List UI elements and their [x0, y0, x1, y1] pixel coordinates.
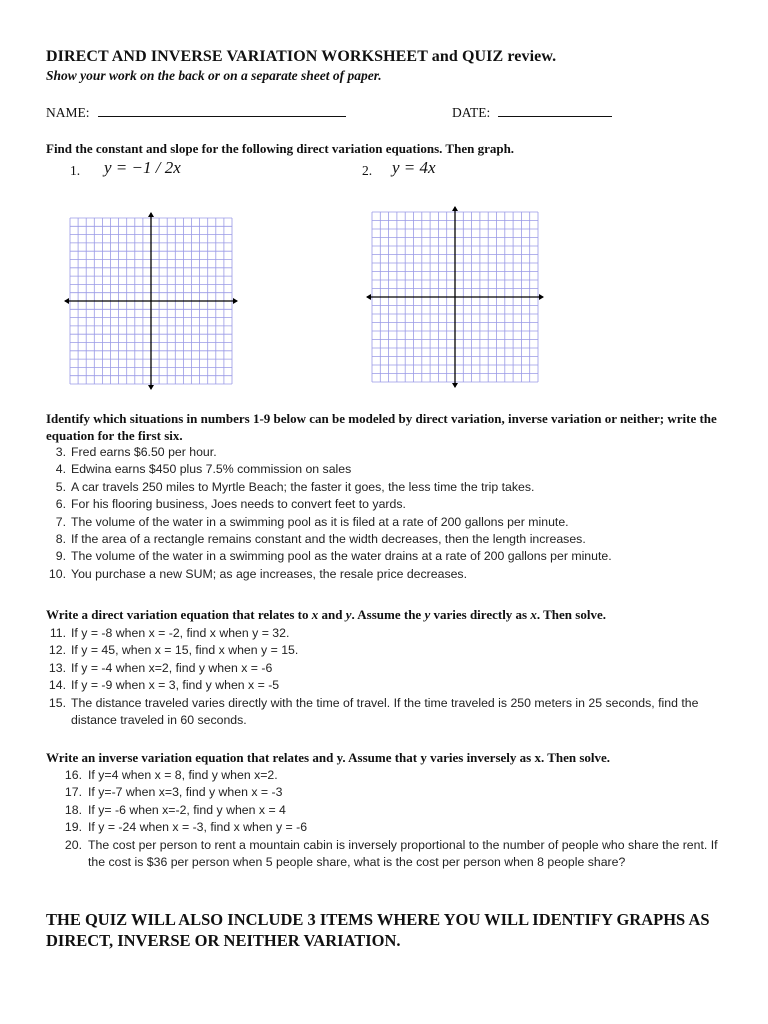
item-text: For his flooring business, Joes needs to convert feet to yards. — [71, 497, 406, 512]
problem-1-equation: y = −1 / 2x — [104, 158, 181, 177]
name-label: NAME: — [46, 105, 90, 120]
inverse-variation-list — [42, 767, 732, 871]
direct-problem-item — [42, 695, 732, 730]
y-axis-arrow-up — [148, 212, 154, 217]
item-number: 7. — [55, 514, 66, 529]
inverse-problem-item — [42, 767, 732, 784]
y-axis-arrow-down — [148, 385, 154, 390]
date-blank[interactable] — [498, 104, 612, 117]
item-number: 15. — [48, 695, 66, 710]
item-text: If y = -24 when x = -3, find x when y = -6 — [88, 820, 308, 835]
item-text: Fred earns $6.50 per hour. — [71, 445, 217, 459]
situation-item — [42, 496, 732, 513]
coordinate-grid-2[interactable] — [366, 206, 544, 388]
item-number: 19. — [64, 820, 82, 835]
item-text: A car travels 250 miles to Myrtle Beach; the faster it goes, the less time the trip takes. — [71, 479, 535, 494]
situation-item — [42, 461, 732, 478]
situation-item — [42, 444, 732, 461]
date-field[interactable] — [452, 104, 612, 122]
inverse-problem-item — [42, 802, 732, 819]
item-text: If y = -9 when x = 3, find y when x = -5 — [71, 678, 280, 693]
situation-item — [42, 566, 732, 583]
item-text: If y=-7 when x=3, find y when x = -3 — [88, 785, 283, 800]
item-text: You purchase a new SUM; as age increases, the resale price decreases. — [71, 566, 467, 581]
section3-instruction: Write a direct variation equation that relates to x and y. Assume the y varies directly as x. Then solve. — [46, 607, 606, 622]
x-axis-arrow-left — [64, 298, 69, 304]
direct-problem-item — [42, 677, 732, 694]
item-number: 5. — [55, 479, 66, 494]
name-blank[interactable] — [98, 104, 346, 117]
item-number: 9. — [55, 549, 66, 564]
inverse-problem-item — [42, 837, 732, 872]
date-label: DATE: — [452, 105, 491, 120]
item-text: If y= -6 when x=-2, find y when x = 4 — [88, 802, 286, 817]
worksheet-title: DIRECT AND INVERSE VARIATION WORKSHEET and QUIZ review. — [46, 48, 557, 65]
situation-item — [42, 479, 732, 496]
section1-instruction: Find the constant and slope for the following direct variation equations. Then graph. — [46, 141, 515, 156]
direct-variation-list — [42, 625, 732, 729]
item-text: The distance traveled varies directly with the time of travel. If the time traveled is 250 meters in 25 seconds, find the distance traveled in 60 seconds. — [71, 695, 699, 728]
problem-2-equation: y = 4x — [392, 158, 436, 177]
direct-problem-item — [42, 660, 732, 677]
item-text: If y = 45, when x = 15, find x when y = 15. — [71, 643, 299, 658]
x-axis-arrow-right — [539, 294, 544, 300]
worksheet-subtitle: Show your work on the back or on a separate sheet of paper. — [46, 68, 382, 83]
item-text: If y = -8 when x = -2, find x when y = 32. — [71, 626, 290, 640]
x-axis-arrow-left — [366, 294, 371, 300]
item-number: 4. — [55, 462, 66, 477]
item-text: If y = -4 when x=2, find y when x = -6 — [71, 660, 273, 675]
x-axis-arrow-right — [233, 298, 238, 304]
item-number: 13. — [48, 660, 66, 675]
situation-item — [42, 548, 732, 565]
item-number: 17. — [64, 785, 82, 800]
item-number: 10. — [48, 566, 66, 581]
direct-problem-item — [42, 642, 732, 659]
section4-instruction: Write an inverse variation equation that relates and y. Assume that y varies inversely as x. Then solve. — [46, 750, 611, 765]
quiz-note: THE QUIZ WILL ALSO INCLUDE 3 ITEMS WHERE YOU WILL IDENTIFY GRAPHS AS DIRECT, INVERSE OR NEITHER VARIATION. — [46, 910, 710, 950]
coordinate-grid-1[interactable] — [64, 212, 238, 390]
problem-1-number: 1. — [70, 163, 81, 178]
item-text: The volume of the water in a swimming pool as it is filed at a rate of 200 gallons per minute. — [71, 514, 569, 529]
y-axis-arrow-down — [452, 383, 458, 388]
item-text: The volume of the water in a swimming pool as the water drains at a rate of 200 gallons per minute. — [71, 549, 612, 564]
item-number: 20. — [64, 837, 82, 852]
problem-2-number: 2. — [362, 163, 373, 178]
section2-instruction: Identify which situations in numbers 1-9 below can be modeled by direct variation, inverse variation or neither; write the equation for the first six. — [46, 411, 717, 443]
item-number: 18. — [64, 802, 82, 817]
situations-list — [42, 444, 732, 583]
item-text: If y=4 when x = 8, find y when x=2. — [88, 768, 278, 782]
item-number: 3. — [55, 445, 66, 459]
item-text: Edwina earns $450 plus 7.5% commission on sales — [71, 462, 352, 477]
item-text: If the area of a rectangle remains constant and the width decreases, then the length increases. — [71, 532, 586, 547]
item-number: 8. — [55, 532, 66, 547]
situation-item — [42, 514, 732, 531]
item-number: 6. — [55, 497, 66, 512]
y-axis-arrow-up — [452, 206, 458, 211]
item-number: 11. — [49, 626, 66, 640]
situation-item — [42, 531, 732, 548]
inverse-problem-item — [42, 819, 732, 836]
inverse-problem-item — [42, 784, 732, 801]
direct-problem-item — [42, 625, 732, 642]
item-number: 16. — [64, 768, 82, 782]
name-field[interactable] — [46, 104, 346, 122]
item-text: The cost per person to rent a mountain cabin is inversely proportional to the number of people who share the rent. If the cost is $36 per person when 5 people share, what is the cost per person when 8 people share? — [88, 837, 718, 870]
item-number: 14. — [48, 678, 66, 693]
item-number: 12. — [48, 643, 66, 658]
